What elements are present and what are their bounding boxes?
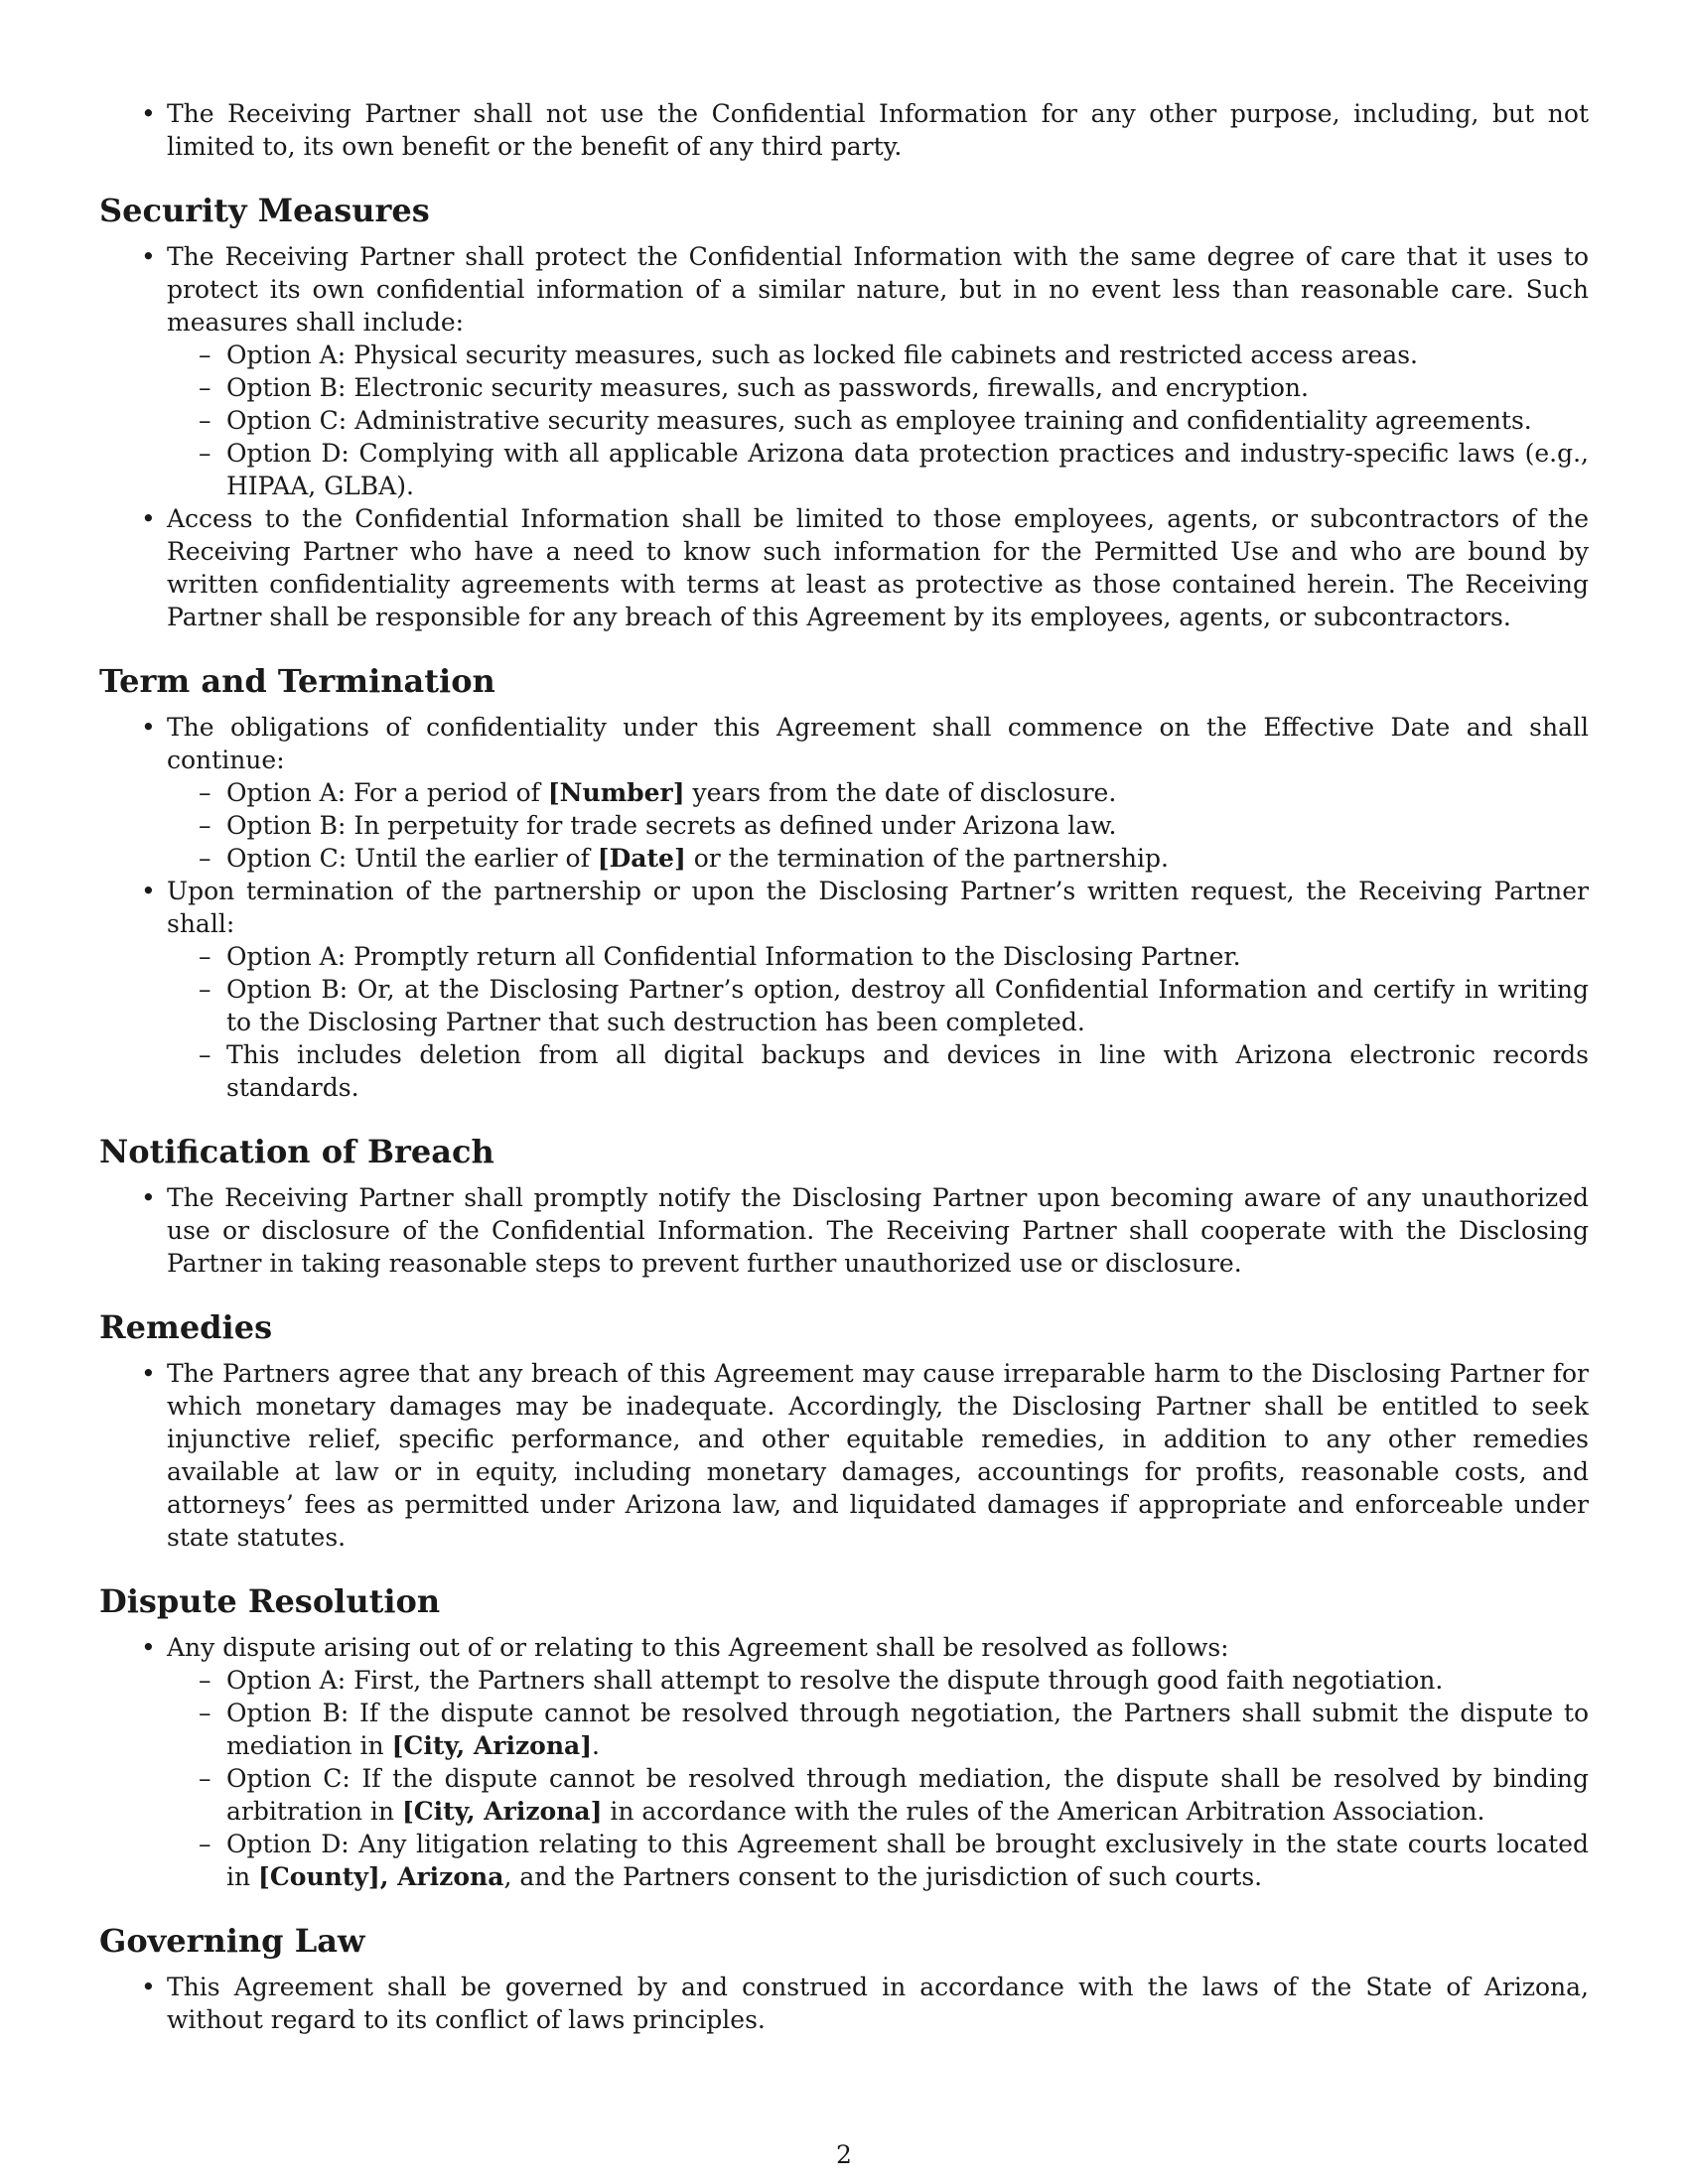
dispute-options — [167, 1664, 1589, 1893]
sub-list-item: – Option B: Electronic security measures, such as passwords, firewalls, and encryption. — [167, 371, 1589, 404]
section-heading-governing: Governing Law — [99, 1922, 365, 1960]
sub-list-item — [167, 1828, 1589, 1893]
list-item — [99, 875, 1589, 1104]
text-run: Option B: If the dispute cannot be resolved through negotiation, the Partners shall submit the dispute to mediation in — [226, 1699, 1589, 1760]
list-item — [99, 240, 1589, 502]
section-heading-remedies: Remedies — [99, 1308, 273, 1346]
list-item — [99, 1631, 1589, 1893]
sub-list-item: – Option C: Administrative security measures, such as employee training and confidentiality agreements. — [167, 404, 1589, 437]
text-run: . — [592, 1731, 600, 1760]
document-page — [99, 97, 1589, 2036]
list-item: • The Receiving Partner shall not use the Confidential Information for any other purpose, including, but not limited to, its own benefit or the benefit of any third party. — [99, 97, 1589, 163]
list-item: • Access to the Confidential Information shall be limited to those employees, agents, or subcontractors of the Receiving Partner who have a need to know such information for the Permitted Use and who are bound by written confidentiality agreements with terms at least as protective as those contained herein. The Receiving Partner shall be responsible for any breach of this Agreement by its employees, agents, or subcontractors. — [99, 502, 1589, 633]
text-run: in accordance with the rules of the American Arbitration Association. — [602, 1797, 1485, 1826]
placeholder-city: [City, Arizona] — [401, 1797, 603, 1826]
dispute-item-text: Any dispute arising out of or relating to this Agreement shall be resolved as follows: — [167, 1633, 1229, 1662]
section-heading-dispute: Dispute Resolution — [99, 1582, 441, 1620]
term-item-text: Upon termination of the partnership or upon the Disclosing Partner’s written request, the Receiving Partner shall: — [167, 877, 1589, 938]
text-run: Option A: For a period of — [226, 778, 548, 807]
text-run: , and the Partners consent to the jurisdiction of such courts. — [503, 1862, 1263, 1891]
sub-list-item — [167, 776, 1589, 809]
text-run: or the termination of the partnership. — [685, 844, 1169, 873]
sub-list-item: – Option A: Physical security measures, such as locked file cabinets and restricted access areas. — [167, 339, 1589, 371]
governing-list — [99, 1971, 1589, 2036]
sub-list-item: – Option B: In perpetuity for trade secrets as defined under Arizona law. — [167, 809, 1589, 842]
term-list — [99, 711, 1589, 1104]
sub-list-item — [167, 842, 1589, 875]
sub-list-item — [167, 1697, 1589, 1762]
text-run: Option D: Any litigation relating to this Agreement shall be brought exclusively in the state courts located in — [226, 1830, 1589, 1891]
security-options — [167, 339, 1589, 502]
security-item-text: The Receiving Partner shall protect the Confidential Information with the same degree of care that it uses to protect its own confidential information of a similar nature, but in no event less than reasonable care. Such measures shall include: — [167, 242, 1589, 337]
remedies-list — [99, 1357, 1589, 1554]
section-heading-term: Term and Termination — [99, 662, 495, 700]
placeholder-date: [Date] — [597, 844, 686, 873]
termination-options — [167, 940, 1589, 1104]
security-list — [99, 240, 1589, 633]
page-number: 2 — [836, 2140, 852, 2169]
section-heading-breach: Notification of Breach — [99, 1133, 494, 1170]
breach-list — [99, 1181, 1589, 1280]
text-run: Option C: Until the earlier of — [226, 844, 598, 873]
dispute-list — [99, 1631, 1589, 1893]
intro-list — [99, 97, 1589, 163]
sub-list-item: – Option A: Promptly return all Confidential Information to the Disclosing Partner. — [167, 940, 1589, 973]
term-item-text: The obligations of confidentiality under this Agreement shall commence on the Effective Date and shall continue: — [167, 713, 1589, 774]
text-run: Option C: If the dispute cannot be resolved through mediation, the dispute shall be resolved by binding arbitration in — [226, 1764, 1589, 1826]
placeholder-city: [City, Arizona] — [391, 1731, 593, 1760]
list-item: • The Partners agree that any breach of this Agreement may cause irreparable harm to the Disclosing Partner for which monetary damages may be inadequate. Accordingly, the Disclosing Partner shall be entitled to seek injunctive relief, specific performance, and other equitable remedies, in addition to any other remedies available at law or in equity, including monetary damages, accountings for profits, reasonable costs, and attorneys’ fees as permitted under Arizona law, and liquidated damages if appropriate and enforceable under state statutes. — [99, 1357, 1589, 1554]
placeholder-county: [County], Arizona — [258, 1862, 504, 1891]
term-options — [167, 776, 1589, 875]
sub-list-item: – Option B: Or, at the Disclosing Partner’s option, destroy all Confidential Information and certify in writing to the Disclosing Partner that such destruction has been completed. — [167, 973, 1589, 1038]
sub-list-item: – This includes deletion from all digital backups and devices in line with Arizona electronic records standards. — [167, 1038, 1589, 1104]
sub-list-item: – Option D: Complying with all applicable Arizona data protection practices and industry-specific laws (e.g., HIPAA, GLBA). — [167, 437, 1589, 502]
list-item: • The Receiving Partner shall promptly notify the Disclosing Partner upon becoming aware of any unauthorized use or disclosure of the Confidential Information. The Receiving Partner shall cooperate with the Disclosing Partner in taking reasonable steps to prevent further unauthorized use or disclosure. — [99, 1181, 1589, 1280]
text-run: years from the date of disclosure. — [684, 778, 1117, 807]
placeholder-number: [Number] — [547, 778, 685, 807]
sub-list-item: – Option A: First, the Partners shall attempt to resolve the dispute through good faith negotiation. — [167, 1664, 1589, 1697]
list-item: • This Agreement shall be governed by and construed in accordance with the laws of the State of Arizona, without regard to its conflict of laws principles. — [99, 1971, 1589, 2036]
list-item — [99, 711, 1589, 875]
section-heading-security: Security Measures — [99, 192, 430, 229]
sub-list-item — [167, 1762, 1589, 1828]
